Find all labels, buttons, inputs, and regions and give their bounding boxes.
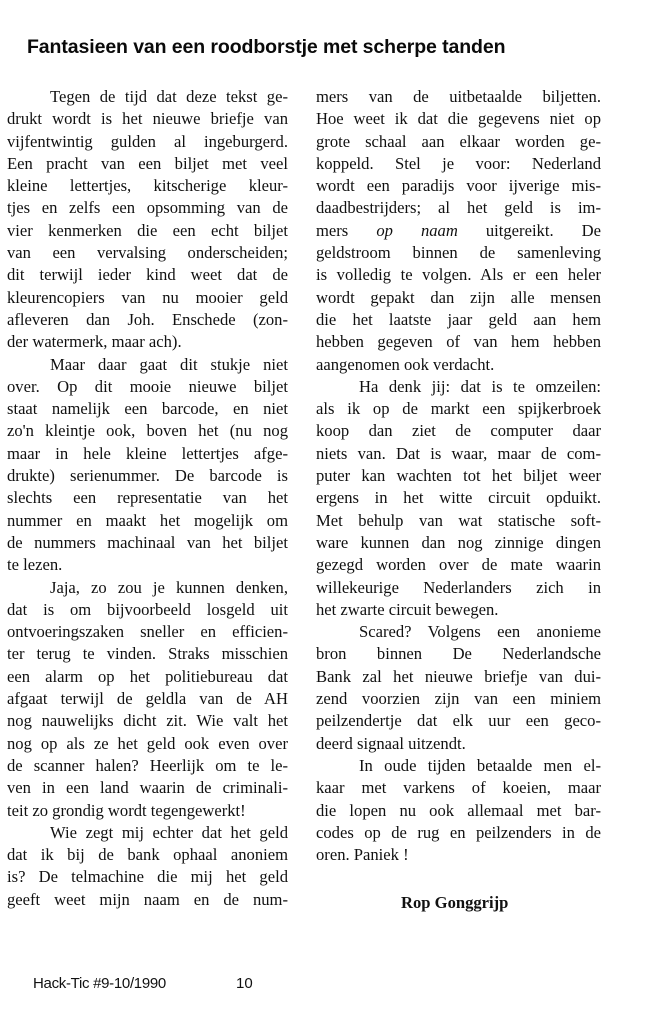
text-line: deerd signaal uitzendt. xyxy=(316,733,466,753)
text-line: drukte) serienummer. De barcode is xyxy=(7,466,288,486)
text-line: afgaat terwijl de geldla van de AH xyxy=(7,689,288,709)
text-line: Bank zal het nieuwe briefje van dui- xyxy=(316,666,601,686)
text-line: de scanner halen? Heerlijk om te le- xyxy=(7,755,288,775)
text-line: puter kan wachten tot het biljet weer xyxy=(316,466,601,486)
text-line: een alarm op het politiebureau dat xyxy=(7,666,288,686)
text-line: is? De telmachine die mij het geld xyxy=(7,867,288,887)
text-line: grote schaal aan elkaar worden ge- xyxy=(316,131,601,151)
text-line: kleine lettertjes, kitscherige kleur- xyxy=(7,176,288,196)
italic-emphasis: op naam xyxy=(376,220,458,240)
text-line: staat namelijk een barcode, en niet xyxy=(7,399,288,419)
text-line: dat ik bij de bank ophaal anoniem xyxy=(7,845,288,865)
text-line: aangenomen ook verdacht. xyxy=(316,354,495,374)
text-line: niets van. Dat is waar, maar de com- xyxy=(316,443,601,463)
text-line xyxy=(316,220,601,242)
text-line: teit zo grondig wordt tegengewerkt! xyxy=(7,800,246,820)
text-line: ware kunnen dan nog zinnige dingen xyxy=(316,532,601,552)
footer-page-number: 10 xyxy=(236,975,253,992)
text-line: zend voorzien zijn van een miniem xyxy=(316,689,601,709)
text-line: maar in hele kleine lettertjes afge- xyxy=(7,443,288,463)
text-line: die lopen nu ook allemaal met bar- xyxy=(316,800,601,820)
text-line: het zwarte circuit bewegen. xyxy=(316,599,499,619)
text-line: kaar met varkens of koeien, maar xyxy=(316,778,601,798)
text-line: daadbestrijders; al het geld is im- xyxy=(316,198,601,218)
text-line: geeft weet mijn naam en de num- xyxy=(7,889,288,909)
author-signature: Rop Gonggrijp xyxy=(401,893,509,912)
text-line: der watermerk, maar ach). xyxy=(7,332,182,352)
text-line: koop dan ziet de computer daar xyxy=(316,421,601,441)
text-line: Wie zegt mij echter dat het geld xyxy=(50,822,288,842)
text-line: is volledig te volgen. Als er een heler xyxy=(316,265,601,285)
text-line: ven in een land waarin de criminali- xyxy=(7,778,288,798)
text-line: vijfentwintig gulden al ingeburgerd. xyxy=(7,131,288,151)
text-line: peilzendertje dat elk uur een geco- xyxy=(316,711,601,731)
text-line: gezegd worden over de mate waarin xyxy=(316,555,601,575)
footer-publication: Hack-Tic #9-10/1990 xyxy=(33,975,166,992)
left-column xyxy=(7,86,288,911)
text-line: Maar daar gaat dit stukje niet xyxy=(50,354,288,374)
text-line: van een vervalsing onderscheiden; xyxy=(7,243,288,263)
text-line: ergens in het witte circuit opduikt. xyxy=(316,488,601,508)
text-line: mers van de uitbetaalde biljetten. xyxy=(316,87,601,106)
text-line: hebben gegeven of van hem hebben xyxy=(316,332,601,352)
text-line: Tegen de tijd dat deze tekst ge- xyxy=(50,87,288,106)
text-fragment: mers xyxy=(316,220,377,240)
text-line: als ik op de markt een spijkerbroek xyxy=(316,399,601,419)
text-line: over. Op dit mooie nieuwe biljet xyxy=(7,376,288,396)
text-line: codes op de rug en peilzenders in de xyxy=(316,822,601,842)
text-line: nog nauwelijks dicht zit. Wie valt het xyxy=(7,711,288,731)
text-line: de nummers machinaal van het biljet xyxy=(7,532,288,552)
text-line: Ha denk jij: dat is te omzeilen: xyxy=(359,376,601,396)
text-line: bron binnen De Nederlandsche xyxy=(316,644,601,664)
text-line: nog op als ze het geld ook even over xyxy=(7,733,288,753)
text-fragment: uitgereikt. De xyxy=(457,220,601,240)
text-line: Jaja, zo zou je kunnen denken, xyxy=(50,577,288,597)
text-line: zo'n kleintje ook, boven het (nu nog xyxy=(7,421,288,441)
right-column xyxy=(316,86,601,866)
text-line: koppeld. Stel je voor: Nederland xyxy=(316,153,601,173)
text-line: ontvoeringszaken sneller en efficien- xyxy=(7,622,288,642)
text-line: ter terug te vinden. Straks misschien xyxy=(7,644,288,664)
text-line: te lezen. xyxy=(7,555,63,575)
text-line: In oude tijden betaalde men el- xyxy=(359,755,601,775)
text-line: slechts een representatie van het xyxy=(7,488,288,508)
text-line: Een pracht van een biljet met veel xyxy=(7,153,288,173)
text-line: dat is om bijvoorbeeld losgeld uit xyxy=(7,599,288,619)
text-line: drukt wordt is het nieuwe briefje van xyxy=(7,109,288,129)
text-line: vier kenmerken die een echt biljet xyxy=(7,220,288,240)
article-title: Fantasieen van een roodborstje met scherpe tanden xyxy=(27,36,506,58)
text-line: nummer en maakt het mogelijk om xyxy=(7,510,288,530)
text-line: Met behulp van wat statische soft- xyxy=(316,510,601,530)
text-line: willekeurige Nederlanders zich in xyxy=(316,577,601,597)
text-line: geldstroom binnen de samenleving xyxy=(316,243,601,263)
text-line: wordt een paradijs voor ijverige mis- xyxy=(316,176,601,196)
text-line: oren. Paniek ! xyxy=(316,845,409,865)
text-line: wordt gepakt dan zijn alle mensen xyxy=(316,287,601,307)
text-line: die het laatste jaar geld aan hem xyxy=(316,309,601,329)
text-line: Hoe weet ik dat die gegevens niet op xyxy=(316,109,601,129)
text-line: Scared? Volgens een anonieme xyxy=(359,622,601,642)
text-line: tjes en zelfs een opsomming van de xyxy=(7,198,288,218)
text-line: afleveren dan Joh. Enschede (zon- xyxy=(7,309,288,329)
text-line: dit terwijl ieder kind weet dat de xyxy=(7,265,288,285)
text-line: kleurencopiers van nu mooier geld xyxy=(7,287,288,307)
